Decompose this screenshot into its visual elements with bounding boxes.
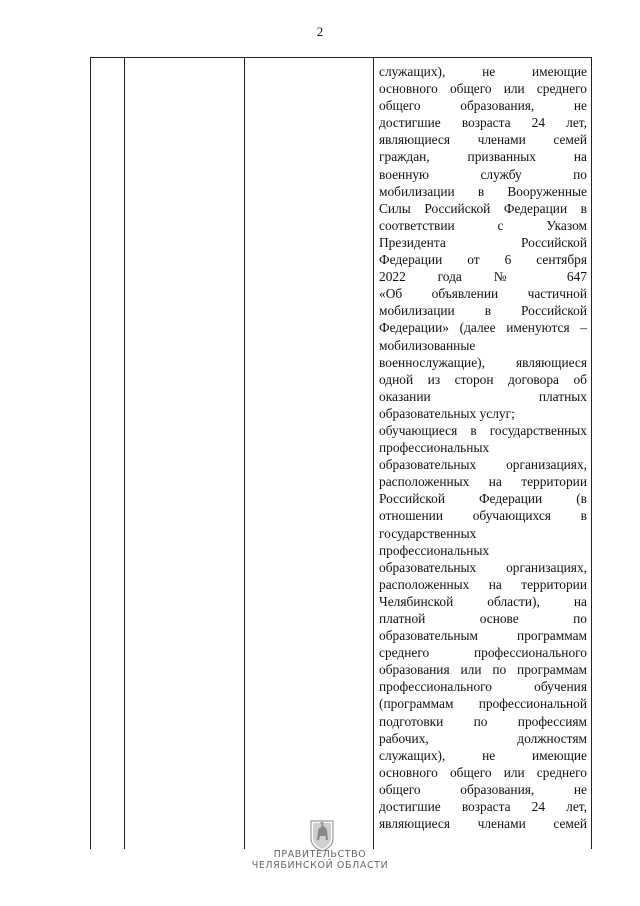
table-cell-line: одной из сторон договора об xyxy=(379,371,587,387)
footer-org-line-2: ЧЕЛЯБИНСКОЙ ОБЛАСТИ xyxy=(251,860,389,871)
table-cell-line: основного общего или среднего xyxy=(379,81,587,97)
table-cell-text xyxy=(379,63,587,832)
table-cell-line: достигшие возраста 24 лет, xyxy=(379,115,587,131)
table-cell-line: служащих), не имеющие xyxy=(379,747,587,763)
table-cell-line: (программам профессиональной xyxy=(379,696,587,712)
table-cell-line: общего образования, не xyxy=(379,98,587,114)
chelyabinsk-coat-of-arms-icon xyxy=(309,818,335,852)
table-cell-line: профессиональных xyxy=(379,542,490,558)
table-cell-line: общего образования, не xyxy=(379,781,587,797)
table-cell-line: оказании платных xyxy=(379,388,587,404)
table-cell-line: расположенных на территории xyxy=(379,474,587,490)
table-cell-line: Российской Федерации (в xyxy=(379,491,587,507)
table-cell-line: основного общего или среднего xyxy=(379,764,587,780)
table-cell-line: мобилизованные xyxy=(379,337,476,353)
footer-organization xyxy=(0,849,640,871)
table-cell-line: образовательным программам xyxy=(379,628,587,644)
table-cell-line: отношении обучающихся в xyxy=(379,508,587,524)
table-cell-line: профессиональных xyxy=(379,440,490,456)
table-cell-line: подготовки по профессиям xyxy=(379,713,587,729)
table-cell-line: являющиеся членами семей xyxy=(379,816,587,832)
table-cell-line: Силы Российской Федерации в xyxy=(379,200,587,216)
table-cell-line: военную службу по xyxy=(379,166,587,182)
table-column-divider-2 xyxy=(244,58,245,849)
table-cell-line: 2022 года № 647 xyxy=(379,269,587,285)
table-cell-line: мобилизации в Российской xyxy=(379,303,587,319)
table-cell-line: государственных xyxy=(379,525,477,541)
table-cell-line: Челябинской области), на xyxy=(379,593,587,609)
table-cell-line: обучающиеся в государственных xyxy=(379,422,587,438)
table-cell-line: «Об объявлении частичной xyxy=(379,286,587,302)
table-cell-line: профессионального обучения xyxy=(379,679,587,695)
table-cell-line: достигшие возраста 24 лет, xyxy=(379,799,587,815)
table-cell-line: образовательных услуг; xyxy=(379,405,515,421)
table-cell-line: служащих), не имеющие xyxy=(379,64,587,79)
table-cell-line: образовательных организациях, xyxy=(379,559,587,575)
table-cell-line: платной основе по xyxy=(379,611,587,626)
table-cell-line: военнослужащие), являющиеся xyxy=(379,354,587,370)
table-cell-line: граждан, призванных на xyxy=(379,149,587,165)
table-cell-line: являющиеся членами семей xyxy=(379,132,587,148)
table-cell-line: мобилизации в Вооруженные xyxy=(379,183,587,199)
footer-org-line-1: ПРАВИТЕЛЬСТВО xyxy=(273,849,367,860)
table-cell-line: среднего профессионального xyxy=(379,645,587,661)
document-table xyxy=(90,57,592,849)
table-cell-line: Федерации от 6 сентября xyxy=(379,252,587,268)
table-cell-line: Федерации» (далее именуются – xyxy=(379,320,587,336)
table-cell-line: Президента Российской xyxy=(379,234,587,250)
table-cell-line: рабочих, должностям xyxy=(379,730,587,746)
table-cell-line: соответствии с Указом xyxy=(379,217,587,233)
table-cell-line: образования или по программам xyxy=(379,662,587,678)
table-column-divider-1 xyxy=(124,58,125,849)
page-number: 2 xyxy=(316,24,324,39)
table-cell-line: расположенных на территории xyxy=(379,576,587,592)
table-cell-line: образовательных организациях, xyxy=(379,457,587,473)
table-column-divider-3 xyxy=(373,58,374,849)
